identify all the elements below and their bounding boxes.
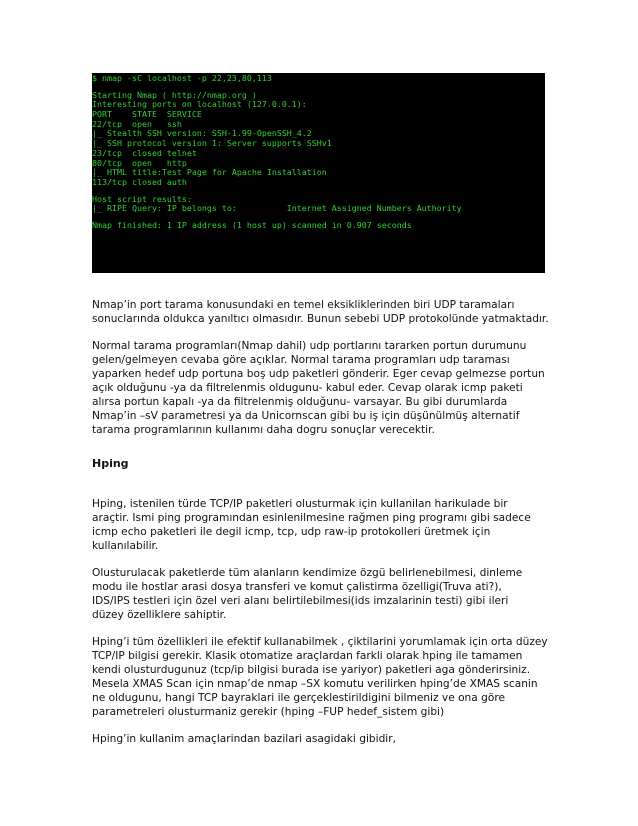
text-line: icmp echo paketleri ile degil icmp, tcp, udp raw-ip protokolleri üretmek için bbox=[92, 526, 491, 538]
text-line: Olusturulacak paketlerde tüm alanların kendimize özgü belirlenebilmesi, dinleme bbox=[92, 567, 523, 579]
text-line: tarama programlarının kullanımı daha dogru sonuçlar verecektir. bbox=[92, 424, 435, 436]
paragraph-hping-features bbox=[92, 566, 562, 622]
text-line: parametreleri olusturmaniz gerekir (hping –FUP hedef_sistem gibi) bbox=[92, 706, 445, 718]
text-line: gelen/gelmeyen cevaba göre açıklar. Normal tarama programları udp taraması bbox=[92, 354, 510, 366]
text-line: Hping, istenilen türde TCP/IP paketleri olusturmak için kullanilan harikulade bir bbox=[92, 498, 508, 510]
text-line: kendi olusturdugunuz (tcp/ip bilgisi burada ise yariyor) paketleri aga gönderirsiniz. bbox=[92, 664, 531, 676]
terminal-line: 80/tcp open http bbox=[92, 157, 187, 168]
document-body bbox=[92, 298, 562, 746]
section-heading-hping: Hping bbox=[92, 457, 129, 470]
terminal-line: |_ HTML title:Test Page for Apache Installation bbox=[92, 167, 327, 178]
paragraph-normal-scan bbox=[92, 339, 562, 437]
text-line: düzey özelliklere sahiptir. bbox=[92, 609, 227, 621]
terminal-line: $ nmap -sC localhost -p 22,23,80,113 bbox=[92, 73, 272, 83]
text-line: TCP/IP bilgisi gerekir. Klasik otomatize araçlardan farkli olarak hping ile tamamen bbox=[92, 650, 523, 662]
paragraph-hping-purposes bbox=[92, 732, 562, 746]
text-line: IDS/IPS testleri için özel veri alanı belirtilebilmesi(ids imzalarinin testi) gibi ileri bbox=[92, 595, 509, 607]
terminal-line: 113/tcp closed auth bbox=[92, 176, 187, 187]
terminal-screenshot bbox=[92, 73, 545, 273]
text-line: yaparken hedef udp portuna boş udp paketleri gönderir. Eger cevap gelmezse portun bbox=[92, 368, 545, 380]
terminal-line: 22/tcp open ssh bbox=[92, 118, 182, 129]
terminal-line: Host script results: bbox=[92, 193, 192, 204]
text-line: Nmap’in port tarama konusundaki en temel eksikliklerinden biri UDP taramaları bbox=[92, 299, 515, 311]
paragraph-udp-scan bbox=[92, 298, 562, 326]
text-line: Hping’in kullanim amaçlarindan bazilari asagidaki gibidir, bbox=[92, 733, 396, 745]
text-line: kullanılabilir. bbox=[92, 540, 159, 552]
text-line: sonuclarında oldukca yanıltıcı olmasıdır. Bunun sebebi UDP protokolünde yatmaktadır. bbox=[92, 313, 549, 325]
text-line: araçtir. Ismi ping programından esinlenilmesine rağmen ping programı gibi sadece bbox=[92, 512, 531, 524]
terminal-line: |_ SSH protocol version 1: Server supports SSHv1 bbox=[92, 138, 332, 149]
terminal-line: PORT STATE SERVICE bbox=[92, 109, 202, 120]
text-line: alırsa portun kapalı -ya da filtrelenmiş olduğunu- varsayar. Bu gibi durumlarda bbox=[92, 396, 508, 408]
terminal-line: Nmap finished: 1 IP address (1 host up) scanned in 0.907 seconds bbox=[92, 219, 412, 230]
terminal-line: |_ RIPE Query: IP belongs to: Internet Assigned Numbers Authority bbox=[92, 203, 462, 214]
terminal-line: Starting Nmap ( http://nmap.org ) bbox=[92, 89, 257, 100]
text-line: Hping’i tüm özellikleri ile efektif kullanabilmek , çiktilarini yorumlamak için orta düzey bbox=[92, 636, 548, 648]
text-line: Mesela XMAS Scan için nmap’de nmap –SX komutu verilirken hping’de XMAS scanin bbox=[92, 678, 538, 690]
text-line: ne oldugunu, hangi TCP bayraklari ile gerçeklestirildigini bilmeniz ve ona göre bbox=[92, 692, 505, 704]
text-line: açık olduğunu -ya da filtrelenmis oldugunu- kabul eder. Cevap olarak icmp paketi bbox=[92, 382, 523, 394]
text-line: modu ile hostlar arasi dosya transferi ve komut çalistirma özelligi(Truva ati?), bbox=[92, 581, 502, 593]
paragraph-hping-intro bbox=[92, 497, 562, 553]
text-line: Nmap’in –sV parametresi ya da Unicornscan gibi bu iş için düşünülmüş alternatif bbox=[92, 410, 520, 422]
text-line: Normal tarama programları(Nmap dahil) udp portlarını tararken portun durumunu bbox=[92, 340, 527, 352]
terminal-line: Interesting ports on localhost (127.0.0.1): bbox=[92, 99, 307, 110]
paragraph-hping-usage bbox=[92, 635, 562, 719]
terminal-line: 23/tcp closed telnet bbox=[92, 147, 197, 158]
terminal-line: |_ Stealth SSH version: SSH-1.99-OpenSSH_4.2 bbox=[92, 128, 312, 139]
